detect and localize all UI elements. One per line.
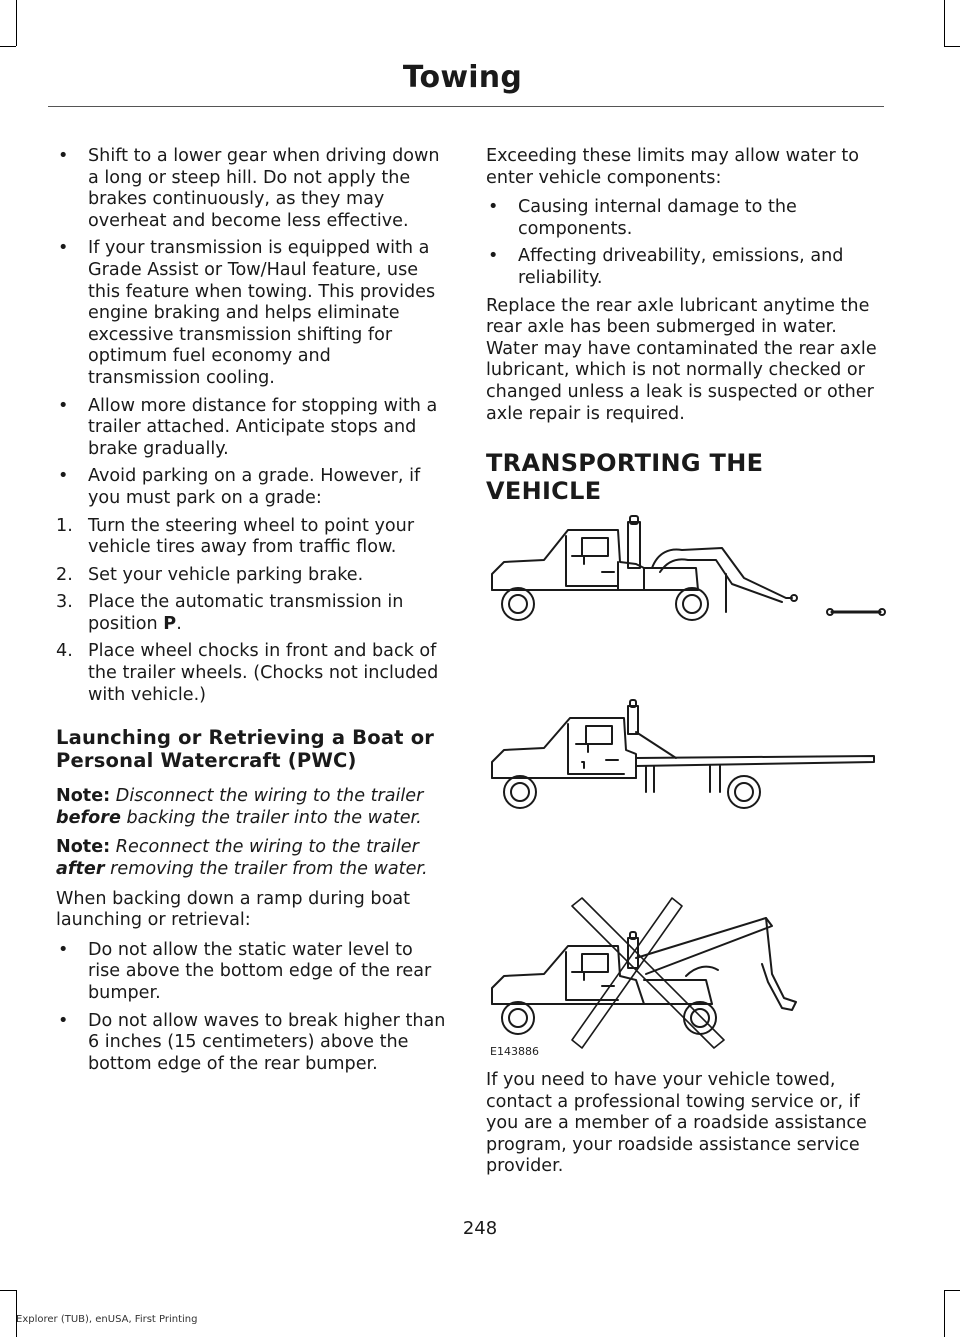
bullet-mark: • bbox=[488, 197, 499, 218]
step-item bbox=[56, 592, 448, 635]
list-item bbox=[56, 1011, 448, 1076]
bullet-mark: • bbox=[58, 238, 69, 259]
wheel-lift-truck-icon bbox=[492, 516, 885, 620]
list-item-text: Allow more distance for stopping with a trailer attached. Anticipate stops and brake gradually. bbox=[88, 395, 438, 459]
step-item bbox=[56, 516, 448, 559]
list-item-text: Shift to a lower gear when driving down a long or steep hill. Do not apply the brakes continuously, as they may overheat and become less effective. bbox=[88, 146, 440, 231]
footer-text: Explorer (TUB), enUSA, First Printing bbox=[16, 1314, 198, 1325]
note-disconnect bbox=[56, 786, 448, 829]
step-number: 4. bbox=[56, 641, 73, 662]
note-label: Note: bbox=[56, 837, 111, 858]
step-text: Set your vehicle parking brake. bbox=[88, 564, 364, 585]
page-number: 248 bbox=[462, 1218, 498, 1239]
right-column bbox=[486, 146, 886, 505]
note-reconnect bbox=[56, 837, 448, 880]
hook-sling-truck-icon bbox=[492, 918, 796, 1034]
step-text: Place the automatic transmission in position bbox=[88, 592, 404, 634]
figure-code: E143886 bbox=[490, 1045, 539, 1058]
note-emphasis: before bbox=[56, 807, 121, 828]
step-text: Place wheel chocks in front and back of the trailer wheels. (Chocks not included with vehicle.) bbox=[88, 641, 439, 705]
note-label: Note: bbox=[56, 786, 111, 807]
towing-tips-list bbox=[56, 146, 448, 510]
list-item-text: Do not allow waves to break higher than 6 inches (15 centimeters) above the bottom edge of the rear bumper. bbox=[88, 1010, 446, 1074]
note-emphasis: after bbox=[56, 859, 105, 880]
left-column bbox=[56, 146, 448, 1081]
step-number: 3. bbox=[56, 592, 73, 613]
bullet-mark: • bbox=[58, 146, 69, 166]
step-text: Turn the steering wheel to point your vehicle tires away from traffic flow. bbox=[88, 515, 415, 558]
list-item-text: Affecting driveability, emissions, and reliability. bbox=[518, 246, 844, 288]
list-item bbox=[486, 246, 886, 289]
crop-mark bbox=[0, 46, 16, 47]
water-level-list bbox=[56, 940, 448, 1076]
list-item bbox=[56, 396, 448, 461]
gear-position: P bbox=[163, 613, 177, 634]
list-item bbox=[56, 940, 448, 1005]
water-effects-list bbox=[486, 197, 886, 289]
bullet-mark: • bbox=[58, 1010, 69, 1031]
list-item-text: Do not allow the static water level to rise above the bottom edge of the rear bumper. bbox=[88, 939, 432, 1003]
bullet-mark: • bbox=[58, 395, 69, 416]
note-text: Disconnect the wiring to the trailer bbox=[110, 786, 424, 807]
flatbed-truck-icon bbox=[492, 700, 874, 808]
towing-service-paragraph: If you need to have your vehicle towed, contact a professional towing service or, if you are a member of a roadside assistance program, your roadside assistance service provider. bbox=[486, 1070, 867, 1177]
note-text: Reconnect the wiring to the trailer bbox=[110, 837, 419, 858]
tow-truck-illustration bbox=[486, 504, 886, 1060]
step-item bbox=[56, 565, 448, 587]
header-rule bbox=[48, 106, 884, 107]
note-text: removing the trailer from the water. bbox=[104, 859, 428, 880]
list-item-text: If your transmission is equipped with a Grade Assist or Tow/Haul feature, use this feature when towing. This provides engine braking and helps eliminate excessive transmission shifting for optimum fuel economy and transmission cooling. bbox=[88, 238, 436, 388]
bullet-mark: • bbox=[58, 939, 69, 960]
list-item bbox=[56, 466, 448, 509]
limits-intro: Exceeding these limits may allow water to enter vehicle components: bbox=[486, 146, 860, 188]
crop-mark bbox=[944, 1290, 960, 1291]
list-item bbox=[56, 146, 448, 232]
ramp-intro: When backing down a ramp during boat launching or retrieval: bbox=[56, 888, 411, 931]
step-item bbox=[56, 641, 448, 706]
section-heading-transporting: TRANSPORTING THE VEHICLE bbox=[486, 449, 764, 506]
crop-mark bbox=[944, 1290, 945, 1337]
subheading-boat-launch: Launching or Retrieving a Boat or Personal Watercraft (PWC) bbox=[56, 726, 435, 773]
crop-mark bbox=[16, 0, 17, 46]
crop-mark bbox=[944, 0, 945, 46]
list-item bbox=[56, 238, 448, 389]
step-number: 2. bbox=[56, 564, 73, 585]
tow-truck-figure bbox=[486, 504, 886, 1060]
axle-lubricant-paragraph: Replace the rear axle lubricant anytime the rear axle has been submerged in water. Water may have contaminated the rear axle lubricant, which is not normally checked or changed unless a leak is suspected or other axle repair is required. bbox=[486, 295, 877, 424]
list-item-text: Causing internal damage to the components. bbox=[518, 197, 797, 239]
step-number: 1. bbox=[56, 515, 73, 536]
bullet-mark: • bbox=[58, 466, 69, 487]
list-item-text: Avoid parking on a grade. However, if you must park on a grade: bbox=[88, 466, 421, 508]
parking-steps-list bbox=[56, 516, 448, 707]
note-text: backing the trailer into the water. bbox=[120, 807, 422, 828]
crop-mark bbox=[0, 1290, 16, 1291]
crop-mark bbox=[944, 46, 960, 47]
list-item bbox=[486, 197, 886, 240]
page-title: Towing bbox=[402, 60, 522, 95]
step-text-end: . bbox=[176, 613, 182, 634]
bullet-mark: • bbox=[488, 246, 499, 267]
